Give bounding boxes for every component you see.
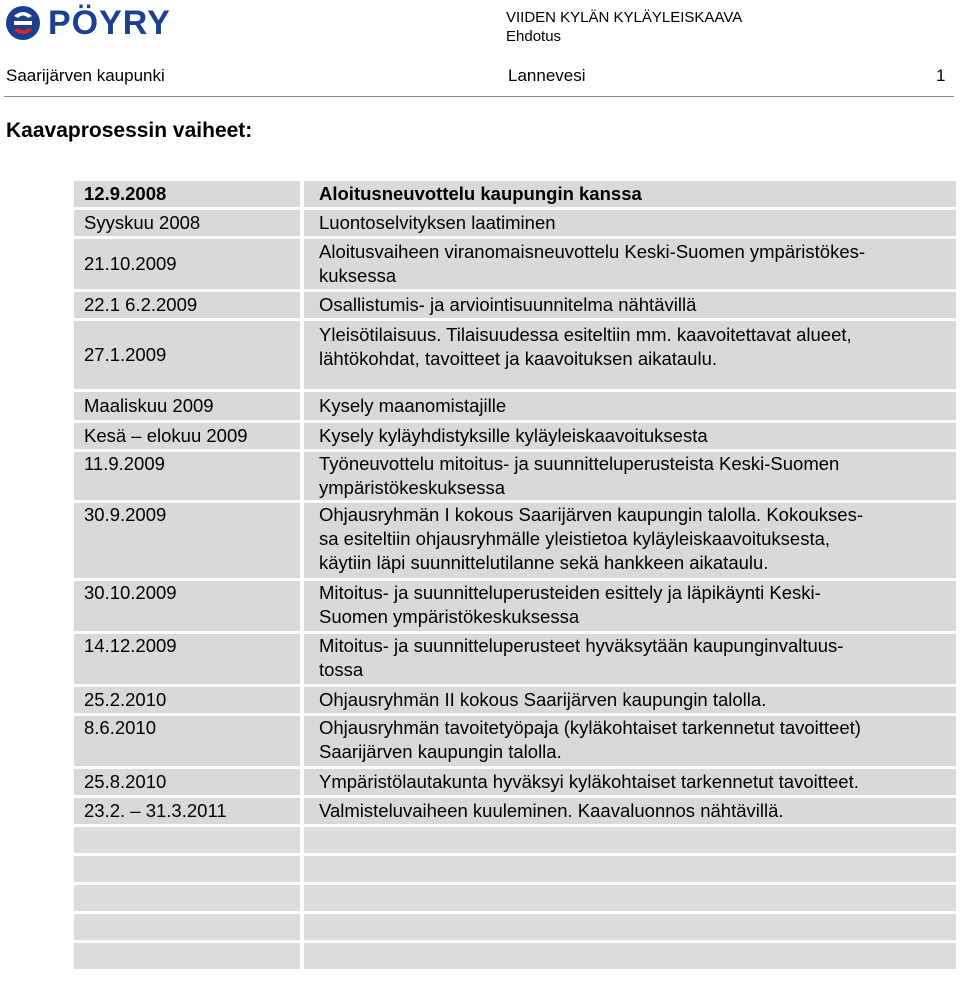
row-description: Ohjausryhmän I kokous Saarijärven kaupungin talolla. Kokoukses- sa esiteltiin ohjausryhmälle yleistietoa kyläyleiskaavoituksesta, käytiin läpi suunnittelutilanne sekä hankkeen aikataulu. xyxy=(304,503,956,578)
row-date: 30.10.2009 xyxy=(74,581,300,631)
process-table xyxy=(74,181,956,972)
row-description: Ohjausryhmän tavoitetyöpaja (kyläkohtaiset tarkennetut tavoitteet) Saarijärven kaupungin talolla. xyxy=(304,716,956,766)
empty-cell xyxy=(74,885,300,911)
document-title-block xyxy=(506,8,742,46)
empty-cell xyxy=(74,827,300,853)
empty-cell xyxy=(304,914,956,940)
row-date: 8.6.2010 xyxy=(74,716,300,766)
row-description: Kysely kyläyhdistyksille kyläyleiskaavoituksesta xyxy=(304,423,956,449)
empty-table-row xyxy=(74,885,956,911)
poyry-logo-icon xyxy=(4,4,42,42)
table-row xyxy=(74,239,956,289)
empty-cell xyxy=(74,914,300,940)
row-date: 23.2. – 31.3.2011 xyxy=(74,798,300,824)
table-row xyxy=(74,798,956,824)
row-description: Osallistumis- ja arviointisuunnitelma nähtävillä xyxy=(304,292,956,318)
row-date: 25.2.2010 xyxy=(74,687,300,713)
page-header xyxy=(4,60,954,97)
row-description: Työneuvottelu mitoitus- ja suunnitteluperusteista Keski-Suomen ympäristökeskuksessa xyxy=(304,452,956,500)
row-date: 21.10.2009 xyxy=(74,239,300,289)
empty-cell xyxy=(304,943,956,969)
empty-table-row xyxy=(74,856,956,882)
page-number: 1 xyxy=(936,66,946,85)
empty-cell xyxy=(304,827,956,853)
row-date: 12.9.2008 xyxy=(74,181,300,207)
empty-table-row xyxy=(74,943,956,969)
table-row xyxy=(74,292,956,318)
row-date: 22.1 6.2.2009 xyxy=(74,292,300,318)
table-row xyxy=(74,503,956,578)
empty-cell xyxy=(304,885,956,911)
section-heading: Kaavaprosessin vaiheet: xyxy=(6,119,253,142)
document-status: Ehdotus xyxy=(506,28,562,45)
empty-cell xyxy=(74,943,300,969)
row-date: 25.8.2010 xyxy=(74,769,300,795)
row-description: Ohjausryhmän II kokous Saarijärven kaupungin talolla. xyxy=(304,687,956,713)
row-description: Mitoitus- ja suunnitteluperusteiden esittely ja läpikäynti Keski- Suomen ympäristökeskuksessa xyxy=(304,581,956,631)
table-row xyxy=(74,321,956,389)
poyry-logo xyxy=(4,4,171,42)
table-row xyxy=(74,716,956,766)
empty-table-row xyxy=(74,914,956,940)
table-row xyxy=(74,687,956,713)
table-row xyxy=(74,423,956,449)
row-description: Yleisötilaisuus. Tilaisuudessa esiteltiin mm. kaavoitettavat alueet, lähtökohdat, tavoitteet ja kaavoituksen aikataulu. xyxy=(304,321,956,389)
table-row xyxy=(74,634,956,684)
row-description: Mitoitus- ja suunnitteluperusteet hyväksytään kaupunginvaltuus- tossa xyxy=(304,634,956,684)
row-description: Aloitusvaiheen viranomaisneuvottelu Keski-Suomen ympäristökes- kuksessa xyxy=(304,239,956,289)
empty-cell xyxy=(74,856,300,882)
table-row xyxy=(74,210,956,236)
empty-table-row xyxy=(74,827,956,853)
empty-cell xyxy=(304,856,956,882)
row-description: Aloitusneuvottelu kaupungin kanssa xyxy=(304,181,956,207)
table-row xyxy=(74,581,956,631)
row-date: 30.9.2009 xyxy=(74,503,300,578)
row-date: 14.12.2009 xyxy=(74,634,300,684)
municipality-label: Saarijärven kaupunki xyxy=(6,66,165,85)
row-date: Maaliskuu 2009 xyxy=(74,392,300,420)
brand-name: PÖYRY xyxy=(48,4,171,42)
row-date: Syyskuu 2008 xyxy=(74,210,300,236)
table-row xyxy=(74,392,956,420)
table-row xyxy=(74,769,956,795)
row-date: 27.1.2009 xyxy=(74,321,300,389)
row-description: Kysely maanomistajille xyxy=(304,392,956,420)
document-title: VIIDEN KYLÄN KYLÄYLEISKAAVA xyxy=(506,9,743,26)
table-row xyxy=(74,452,956,500)
row-description: Ympäristölautakunta hyväksyi kyläkohtaiset tarkennetut tavoitteet. xyxy=(304,769,956,795)
row-date: Kesä – elokuu 2009 xyxy=(74,423,300,449)
area-label: Lannevesi xyxy=(508,66,586,85)
table-row xyxy=(74,181,956,207)
row-description: Valmisteluvaiheen kuuleminen. Kaavaluonnos nähtävillä. xyxy=(304,798,956,824)
row-date: 11.9.2009 xyxy=(74,452,300,500)
row-description: Luontoselvityksen laatiminen xyxy=(304,210,956,236)
